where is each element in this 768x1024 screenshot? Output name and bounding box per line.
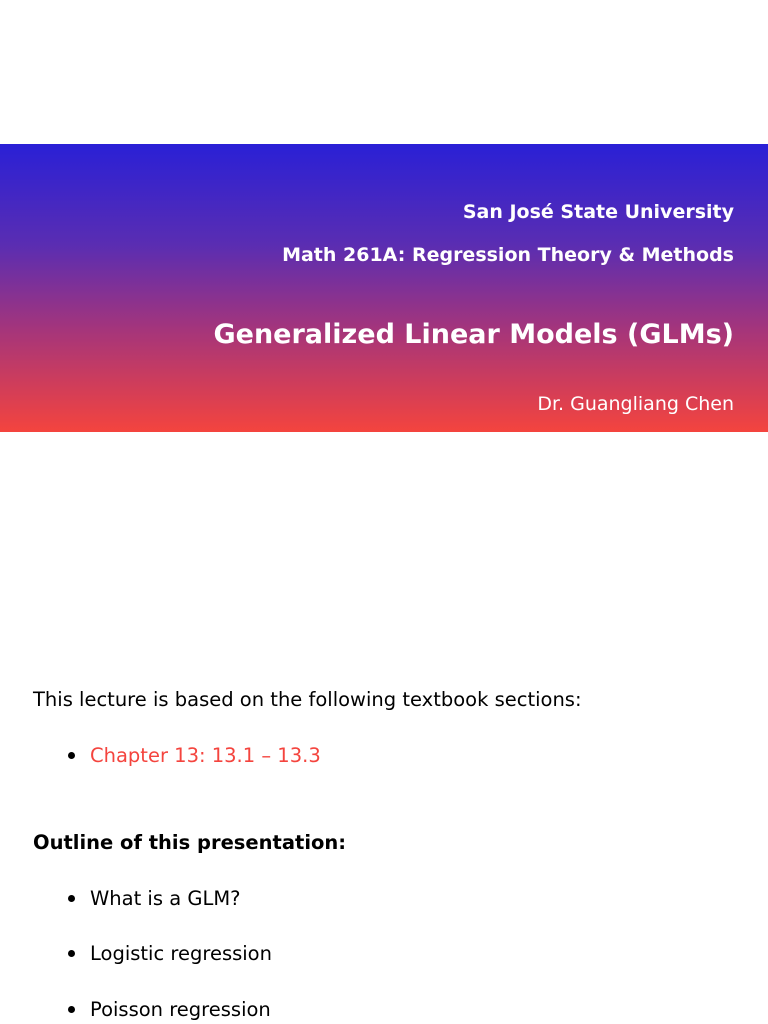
outline-list-item — [68, 942, 272, 965]
outline-item-label: Logistic regression — [90, 942, 272, 965]
course-name: Math 261A: Regression Theory & Methods — [282, 244, 734, 266]
bullet-icon — [68, 1006, 75, 1013]
intro-text: This lecture is based on the following textbook sections: — [33, 688, 582, 711]
university-name: San José State University — [462, 201, 734, 223]
outline-item-label: Poisson regression — [90, 998, 271, 1021]
bullet-icon — [68, 895, 75, 902]
outline-item-label: What is a GLM? — [90, 887, 241, 910]
section-reference: Chapter 13: 13.1 – 13.3 — [90, 744, 321, 767]
title-banner — [0, 144, 768, 432]
bullet-icon — [68, 950, 75, 957]
author-name: Dr. Guangliang Chen — [537, 393, 734, 415]
outline-list-item — [68, 887, 241, 910]
section-list-item — [68, 744, 321, 767]
outline-heading: Outline of this presentation: — [33, 831, 347, 854]
presentation-title: Generalized Linear Models (GLMs) — [213, 319, 734, 350]
bullet-icon — [68, 752, 75, 759]
outline-list-item — [68, 998, 271, 1021]
